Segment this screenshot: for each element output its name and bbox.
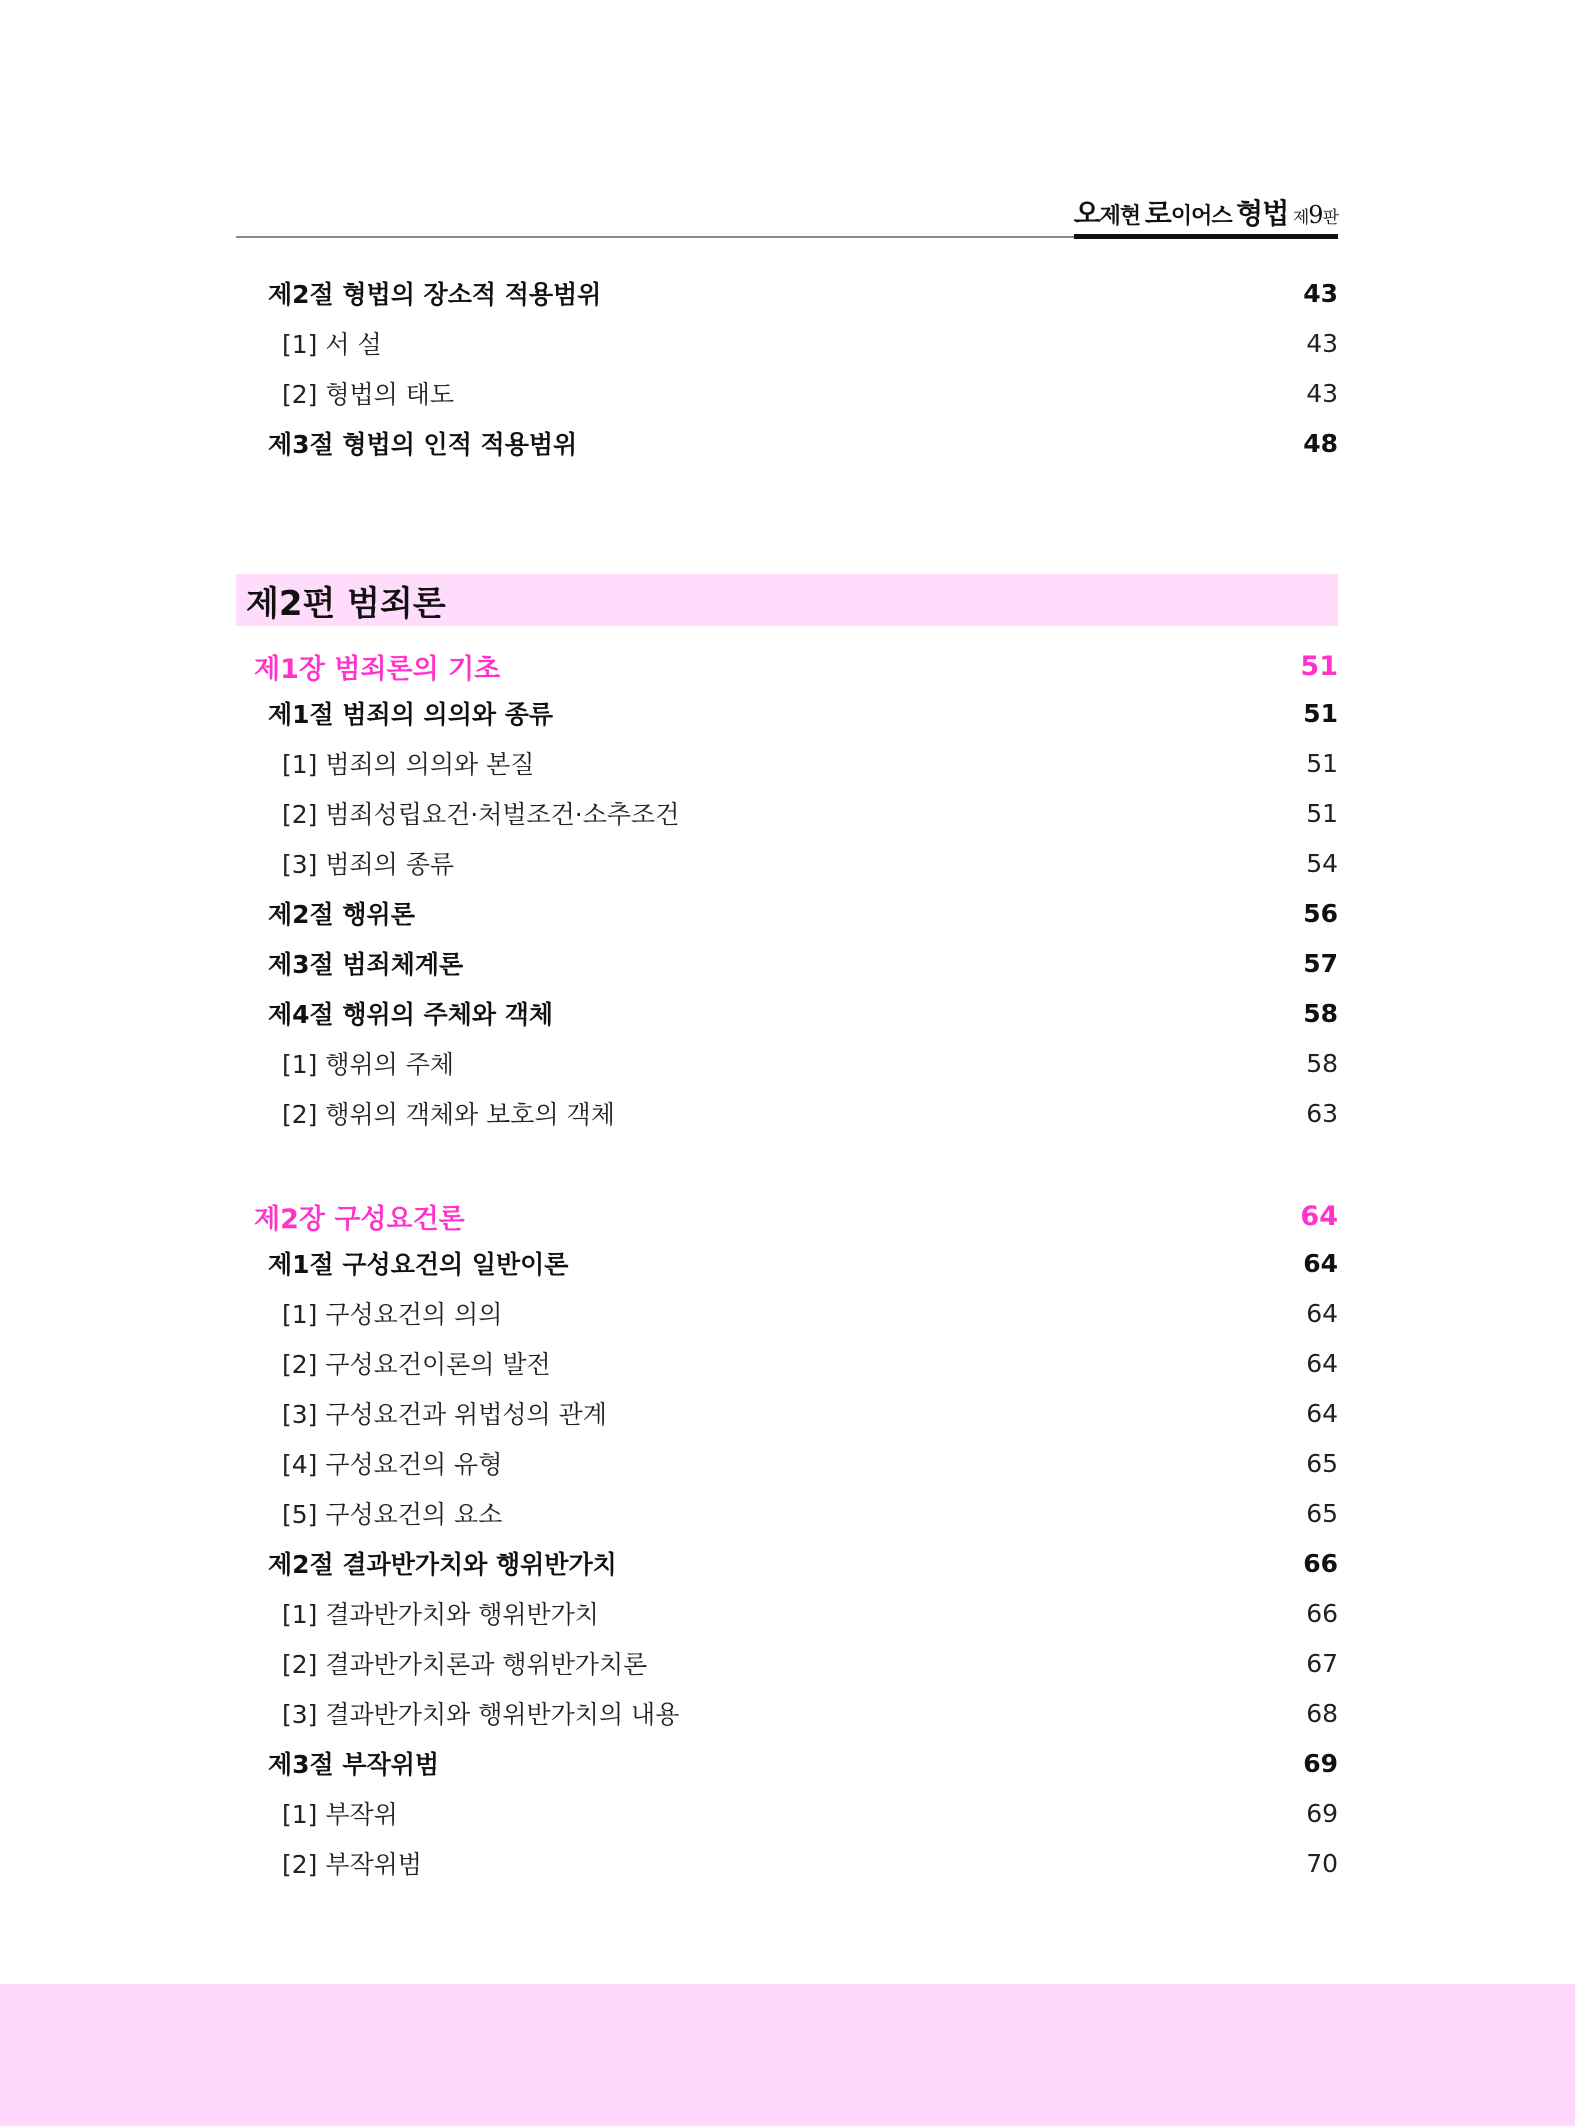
entry-title: 제1절 범죄의 의의와 종류: [268, 700, 554, 729]
entry-title: [2] 행위의 객체와 보호의 객체: [282, 1100, 615, 1129]
book-brand: [1074, 192, 1338, 239]
brand-edition-prefix: 제: [1292, 208, 1309, 228]
entry-title: [1] 구성요건의 의의: [282, 1300, 503, 1329]
entry-page: 58: [1306, 1048, 1338, 1078]
entry-title: [1] 범죄의 의의와 본질: [282, 750, 535, 779]
entry-page: 65: [1306, 1498, 1338, 1528]
toc-subsection-entry[interactable]: [236, 320, 1338, 366]
part-title: 제2편 범죄론: [246, 583, 446, 624]
entry-title: [3] 구성요건과 위법성의 관계: [282, 1400, 607, 1429]
toc-section-entry[interactable]: [236, 890, 1338, 936]
chapter-page: 51: [1300, 650, 1338, 682]
entry-page: 64: [1306, 1298, 1338, 1328]
entry-page: 43: [1303, 278, 1338, 308]
toc-chapter-entry[interactable]: [236, 643, 1338, 689]
entry-title: 제3절 범죄체계론: [268, 950, 464, 979]
entry-page: 65: [1306, 1448, 1338, 1478]
entry-page: 68: [1306, 1698, 1338, 1728]
brand-title: 형법: [1236, 197, 1289, 230]
brand-edition-suffix: 판: [1322, 208, 1338, 228]
toc-subsection-entry[interactable]: [236, 1290, 1338, 1336]
entry-page: 67: [1306, 1648, 1338, 1678]
toc-subsection-entry[interactable]: [236, 1040, 1338, 1086]
toc-subsection-entry[interactable]: [236, 740, 1338, 786]
entry-page: 43: [1306, 328, 1338, 358]
brand-ro: 로: [1144, 197, 1171, 230]
entry-page: 51: [1306, 748, 1338, 778]
toc-section-entry[interactable]: [236, 690, 1338, 736]
toc-chapter-entry[interactable]: [236, 1193, 1338, 1239]
entry-page: 63: [1306, 1098, 1338, 1128]
entry-page: 64: [1306, 1398, 1338, 1428]
toc-subsection-entry[interactable]: [236, 790, 1338, 836]
entry-page: 54: [1306, 848, 1338, 878]
toc-subsection-entry[interactable]: [236, 1440, 1338, 1486]
entry-title: [4] 구성요건의 유형: [282, 1450, 503, 1479]
toc-section-entry[interactable]: [236, 990, 1338, 1036]
toc-subsection-entry[interactable]: [236, 1590, 1338, 1636]
part-heading: [236, 574, 1338, 626]
entry-page: 66: [1303, 1548, 1338, 1578]
entry-page: 64: [1303, 1248, 1338, 1278]
entry-page: 51: [1306, 798, 1338, 828]
entry-title: [2] 형법의 태도: [282, 380, 455, 409]
toc-subsection-entry[interactable]: [236, 1640, 1338, 1686]
chapter-title: 제1장 범죄론의 기초: [254, 653, 501, 685]
entry-page: 66: [1306, 1598, 1338, 1628]
chapter-title: 제2장 구성요건론: [254, 1203, 465, 1235]
entry-page: 57: [1303, 948, 1338, 978]
entry-page: 69: [1306, 1798, 1338, 1828]
entry-title: 제4절 행위의 주체와 객체: [268, 1000, 554, 1029]
toc-section-entry[interactable]: [236, 1540, 1338, 1586]
entry-page: 58: [1303, 998, 1338, 1028]
toc-subsection-entry[interactable]: [236, 370, 1338, 416]
brand-edition-num: 9: [1308, 201, 1323, 229]
toc-subsection-entry[interactable]: [236, 1790, 1338, 1836]
entry-title: [2] 범죄성립요건·처벌조건·소추조건: [282, 800, 680, 829]
entry-page: 43: [1306, 378, 1338, 408]
entry-title: [2] 부작위범: [282, 1850, 422, 1879]
entry-page: 64: [1306, 1348, 1338, 1378]
toc-subsection-entry[interactable]: [236, 1490, 1338, 1536]
toc-section-entry[interactable]: [236, 420, 1338, 466]
entry-title: [2] 결과반가치론과 행위반가치론: [282, 1650, 648, 1679]
entry-title: [5] 구성요건의 요소: [282, 1500, 503, 1529]
entry-page: 70: [1306, 1848, 1338, 1878]
brand-series: 이어스: [1170, 204, 1232, 229]
toc-section-entry[interactable]: [236, 270, 1338, 316]
entry-title: 제3절 형법의 인적 적용범위: [268, 430, 578, 459]
entry-title: 제2절 형법의 장소적 적용범위: [268, 280, 602, 309]
entry-title: [2] 구성요건이론의 발전: [282, 1350, 551, 1379]
entry-title: [1] 행위의 주체: [282, 1050, 455, 1079]
entry-title: [1] 서 설: [282, 330, 382, 359]
toc-subsection-entry[interactable]: [236, 1390, 1338, 1436]
entry-title: [3] 결과반가치와 행위반가치의 내용: [282, 1700, 680, 1729]
toc-subsection-entry[interactable]: [236, 1090, 1338, 1136]
toc-subsection-entry[interactable]: [236, 840, 1338, 886]
entry-title: 제2절 결과반가치와 행위반가치: [268, 1550, 617, 1579]
entry-page: 48: [1303, 428, 1338, 458]
toc-section-entry[interactable]: [236, 1740, 1338, 1786]
brand-o: 오: [1073, 197, 1100, 230]
entry-page: 56: [1303, 898, 1338, 928]
entry-page: 51: [1303, 698, 1338, 728]
toc-subsection-entry[interactable]: [236, 1690, 1338, 1736]
toc-section-entry[interactable]: [236, 1240, 1338, 1286]
brand-author: 제현: [1099, 204, 1141, 229]
entry-title: [3] 범죄의 종류: [282, 850, 455, 879]
toc-subsection-entry[interactable]: [236, 1840, 1338, 1886]
chapter-page: 64: [1300, 1200, 1338, 1232]
footer-band: [0, 1984, 1575, 2126]
entry-title: 제1절 구성요건의 일반이론: [268, 1250, 569, 1279]
toc-section-entry[interactable]: [236, 940, 1338, 986]
toc-subsection-entry[interactable]: [236, 1340, 1338, 1386]
running-header: [236, 186, 1338, 238]
entry-title: 제3절 부작위범: [268, 1750, 439, 1779]
entry-title: 제2절 행위론: [268, 900, 415, 929]
entry-title: [1] 결과반가치와 행위반가치: [282, 1600, 599, 1629]
entry-page: 69: [1303, 1748, 1338, 1778]
entry-title: [1] 부작위: [282, 1800, 398, 1829]
